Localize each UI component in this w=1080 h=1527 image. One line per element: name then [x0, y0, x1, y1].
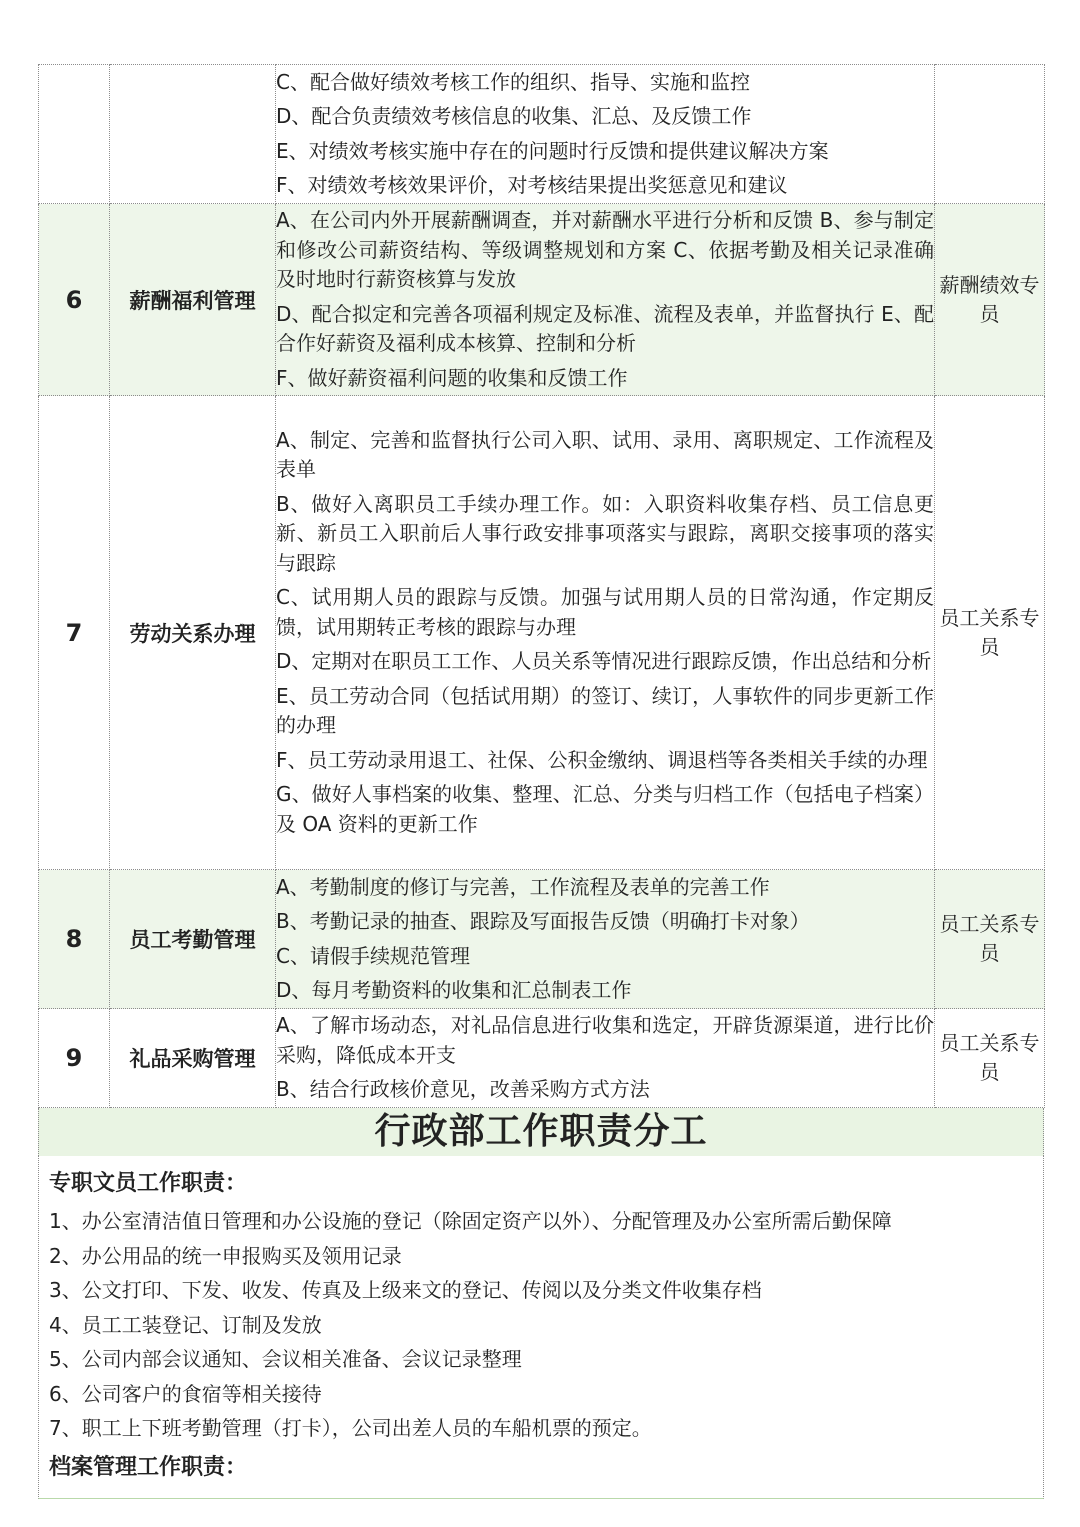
list-item: 5、公司内部会议通知、会议相关准备、会议记录整理 — [49, 1347, 522, 1371]
task-item: C、配合做好绩效考核工作的组织、指导、实施和监控 — [276, 69, 750, 94]
row-tasks — [276, 65, 935, 204]
task-item: G、做好人事档案的收集、整理、汇总、分类与归档工作（包括电子档案）及 OA 资料的更新工作 — [276, 782, 934, 836]
task-item: F、员工劳动录用退工、社保、公积金缴纳、调退档等各类相关手续的办理 — [276, 747, 928, 772]
list-item: 2、办公用品的统一申报购买及领用记录 — [49, 1243, 402, 1268]
table-row — [39, 1009, 1045, 1108]
row-number: 9 — [39, 1009, 110, 1108]
table-row — [39, 204, 1045, 396]
task-item: C、请假手续规范管理 — [276, 943, 470, 968]
row-owner — [935, 65, 1045, 204]
row-category: 劳动关系办理 — [110, 396, 276, 870]
row-owner: 薪酬绩效专员 — [935, 204, 1045, 396]
row-owner: 员工关系专员 — [935, 870, 1045, 1009]
task-item: A、考勤制度的修订与完善，工作流程及表单的完善工作 — [276, 874, 770, 899]
task-item: A、在公司内外开展薪酬调查，并对薪酬水平进行分析和反馈 B、参与制定和修改公司薪资结构、等级调整规划和方案 C、依据考勤及相关记录准确及时地时行薪资核算与发放 — [276, 208, 934, 291]
row-tasks — [276, 1009, 935, 1108]
task-item: A、制定、完善和监督执行公司入职、试用、录用、离职规定、工作流程及表单 — [276, 427, 934, 482]
task-item: B、结合行政核价意见，改善采购方式方法 — [276, 1077, 650, 1102]
clerk-heading: 专职文员工作职责： — [49, 1171, 248, 1196]
row-number: 8 — [39, 870, 110, 1009]
row-category: 礼品采购管理 — [110, 1009, 276, 1108]
row-owner: 员工关系专员 — [935, 1009, 1045, 1108]
task-item: F、做好薪资福利问题的收集和反馈工作 — [276, 365, 628, 390]
row-number — [39, 65, 110, 204]
list-item: 4、员工工装登记、订制及发放 — [49, 1312, 322, 1337]
task-item: D、配合负责绩效考核信息的收集、汇总、及反馈工作 — [276, 104, 752, 128]
task-item: F、对绩效考核效果评价，对考核结果提出奖惩意见和建议 — [276, 173, 788, 197]
table-row — [39, 870, 1045, 1009]
table-row — [39, 396, 1045, 870]
task-item: D、每月考勤资料的收集和汇总制表工作 — [276, 978, 632, 1002]
row-category: 薪酬福利管理 — [110, 204, 276, 396]
archive-heading: 档案管理工作职责： — [49, 1454, 248, 1480]
list-item: 6、公司客户的食宿等相关接待 — [49, 1381, 322, 1406]
duty-list — [38, 1156, 1044, 1499]
list-item: 1、办公室清洁值日管理和办公设施的登记（除固定资产以外）、分配管理及办公室所需后勤保障 — [49, 1209, 892, 1233]
row-tasks — [276, 204, 935, 396]
table-row — [39, 65, 1045, 204]
row-owner: 员工关系专员 — [935, 396, 1045, 870]
row-tasks — [276, 396, 935, 870]
row-number: 6 — [39, 204, 110, 396]
row-number: 7 — [39, 396, 110, 870]
section-title: 行政部工作职责分工 — [38, 1108, 1044, 1156]
duty-table — [38, 64, 1045, 1108]
task-item: B、考勤记录的抽查、跟踪及写面报告反馈（明确打卡对象） — [276, 909, 810, 933]
task-item: B、做好入离职员工手续办理工作。如：入职资料收集存档、员工信息更新、新员工入职前后人事行政安排事项落实与跟踪，离职交接事项的落实与跟踪 — [276, 491, 934, 575]
row-tasks — [276, 870, 935, 1009]
task-item: D、配合拟定和完善各项福利规定及标准、流程及表单，并监督执行 E、配合作好薪资及福利成本核算、控制和分析 — [276, 301, 934, 355]
document-sheet — [38, 64, 1044, 1499]
row-category — [110, 65, 276, 204]
row-category: 员工考勤管理 — [110, 870, 276, 1009]
task-item: A、了解市场动态，对礼品信息进行收集和选定，开辟货源渠道，进行比价采购，降低成本开支 — [276, 1013, 934, 1067]
list-item: 7、职工上下班考勤管理（打卡），公司出差人员的车船机票的预定。 — [49, 1416, 652, 1440]
task-item: E、员工劳动合同（包括试用期）的签订、续订，人事软件的同步更新工作的办理 — [276, 683, 934, 738]
task-item: D、定期对在职员工工作、人员关系等情况进行跟踪反馈，作出总结和分析 — [276, 649, 932, 674]
task-item: C、试用期人员的跟踪与反馈。加强与试用期人员的日常沟通，作定期反馈，试用期转正考核的跟踪与办理 — [276, 585, 934, 639]
task-item: E、对绩效考核实施中存在的问题时行反馈和提供建议解决方案 — [276, 138, 829, 163]
list-item: 3、公文打印、下发、收发、传真及上级来文的登记、传阅以及分类文件收集存档 — [49, 1278, 762, 1302]
